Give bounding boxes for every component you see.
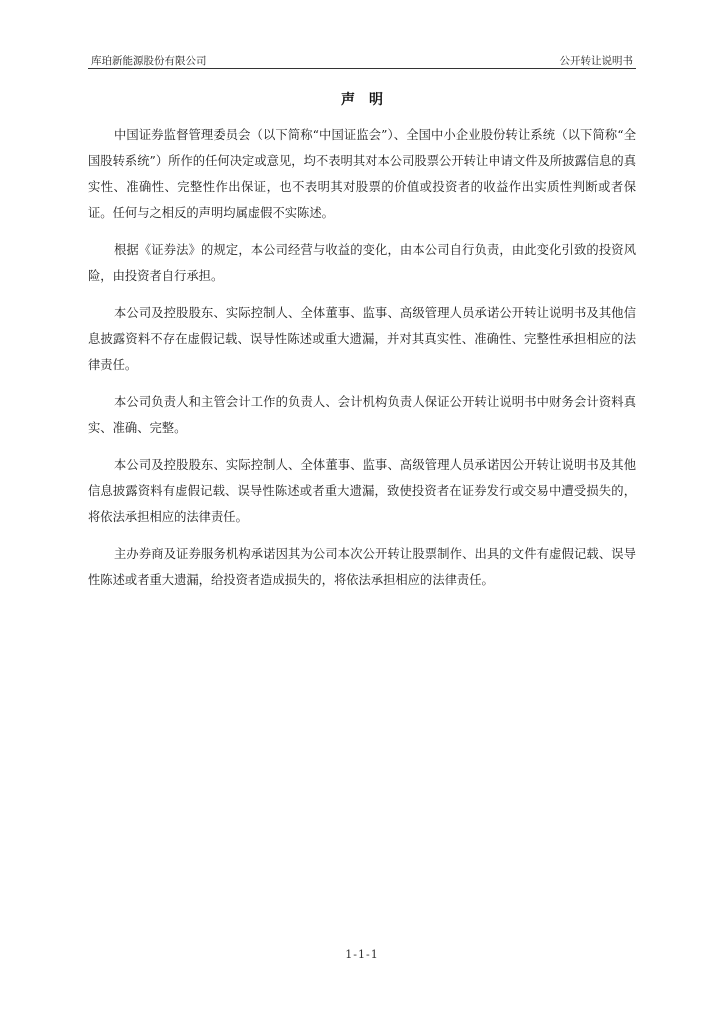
statement-paragraph: 本公司负责人和主管会计工作的负责人、会计机构负责人保证公开转让说明书中财务会计资料真实、准确、完整。 (88, 395, 636, 435)
page-title: 声明 (341, 92, 397, 108)
statement-paragraph: 主办券商及证券服务机构承诺因其为公司本次公开转让股票制作、出具的文件有虚假记载、误导性陈述或者重大遗漏，给投资者造成损失的，将依法承担相应的法律责任。 (88, 547, 636, 587)
statement-paragraph: 本公司及控股股东、实际控制人、全体董事、监事、高级管理人员承诺因公开转让说明书及其他信息披露资料有虚假记载、误导性陈述或者重大遗漏，致使投资者在证券发行或交易中遭受损失的，将依法承担相应的法律责任。 (88, 458, 636, 524)
header-company-name: 库珀新能源股份有限公司 (91, 55, 207, 67)
header-document-type: 公开转让说明书 (559, 55, 633, 67)
statement-body (88, 122, 636, 604)
statement-paragraph: 中国证券监督管理委员会（以下简称“中国证监会”）、全国中小企业股份转让系统（以下简称“全国股转系统”）所作的任何决定或意见，均不表明其对本公司股票公开转让申请文件及所披露信息的真实性、准确性、完整性作出保证，也不表明其对股票的价值或投资者的收益作出实质性判断或者保证。任何与之相反的声明均属虚假不实陈述。 (88, 128, 636, 220)
page-number: 1-1-1 (345, 948, 379, 961)
statement-paragraph: 根据《证券法》的规定，本公司经营与收益的变化，由本公司自行负责，由此变化引致的投资风险，由投资者自行承担。 (88, 243, 636, 283)
statement-paragraph: 本公司及控股股东、实际控制人、全体董事、监事、高级管理人员承诺公开转让说明书及其他信息披露资料不存在虚假记载、误导性陈述或重大遗漏，并对其真实性、准确性、完整性承担相应的法律责任。 (88, 306, 636, 372)
page-header (88, 52, 636, 69)
